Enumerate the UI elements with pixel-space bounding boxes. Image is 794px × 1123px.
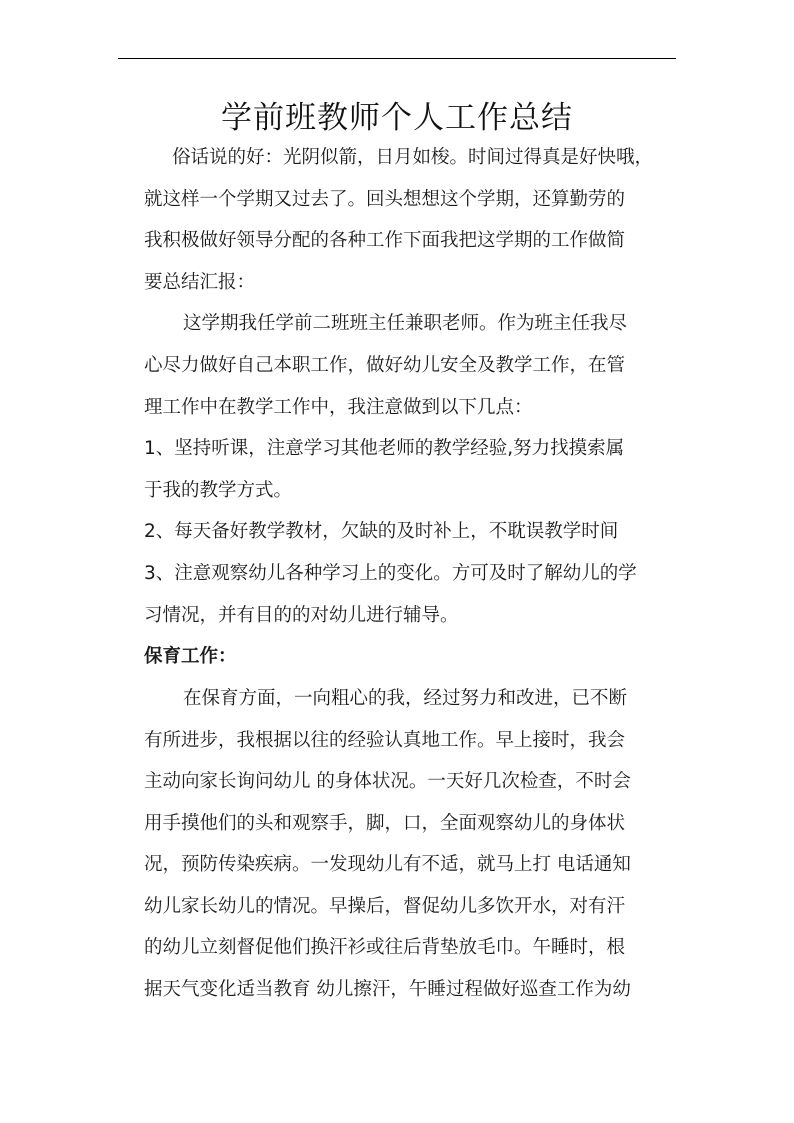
text-line-15: 有所进步，我根据以往的经验认真地工作。早上接时，我会 (144, 730, 626, 751)
text-line-3: 我积极做好领导分配的各种工作下面我把这学期的工作做简 (144, 230, 626, 251)
text-line-17: 用手摸他们的头和观察手，脚，口，全面观察幼儿的身体状 (144, 813, 626, 834)
list-item-3: 3、注意观察幼儿各种学习上的变化。方可及时了解幼儿的学 (144, 563, 637, 584)
text-line-6: 心尽力做好自己本职工作，做好幼儿安全及教学工作，在管 (144, 355, 626, 376)
text-line-19: 幼儿家长幼儿的情况。早操后，督促幼儿多饮开水，对有汗 (144, 896, 626, 917)
text-line-4: 要总结汇报： (144, 272, 256, 293)
header-rule (118, 58, 676, 59)
list-item-1-cont: 于我的教学方式。 (144, 480, 293, 501)
text-line-7: 理工作中在教学工作中，我注意做到以下几点： (144, 397, 533, 418)
document-title: 学前班教师个人工作总结 (221, 100, 573, 136)
text-line-14: 在保育方面，一向粗心的我，经过努力和改进，已不断 (183, 688, 628, 709)
list-item-2: 2、每天备好教学教材，欠缺的及时补上，不耽误教学时间 (144, 521, 619, 542)
list-item-1: 1、坚持听课，注意学习其他老师的教学经验,努力找摸索属 (144, 438, 625, 459)
text-line-1: 俗话说的好：光阴似箭，日月如梭。时间过得真是好快哦， (172, 147, 654, 168)
text-line-16: 主动向家长询问幼儿 的身体状况。一天好几次检查，不时会 (144, 771, 631, 792)
text-line-21: 据天气变化适当教育 幼儿擦汗，午睡过程做好巡查工作为幼 (144, 979, 631, 1000)
text-line-18: 况，预防传染疾病。一发现幼儿有不适，就马上打 电话通知 (144, 854, 631, 875)
list-item-3-cont: 习情况，并有目的的对幼儿进行辅导。 (144, 605, 459, 626)
text-line-2: 就这样一个学期又过去了。回头想想这个学期，还算勤劳的 (144, 189, 626, 210)
section-heading: 保育工作： (144, 646, 237, 667)
text-line-5: 这学期我任学前二班班主任兼职老师。作为班主任我尽 (183, 313, 628, 334)
text-line-20: 的幼儿立刻督促他们换汗衫或往后背垫放毛巾。午睡时，根 (144, 937, 626, 958)
